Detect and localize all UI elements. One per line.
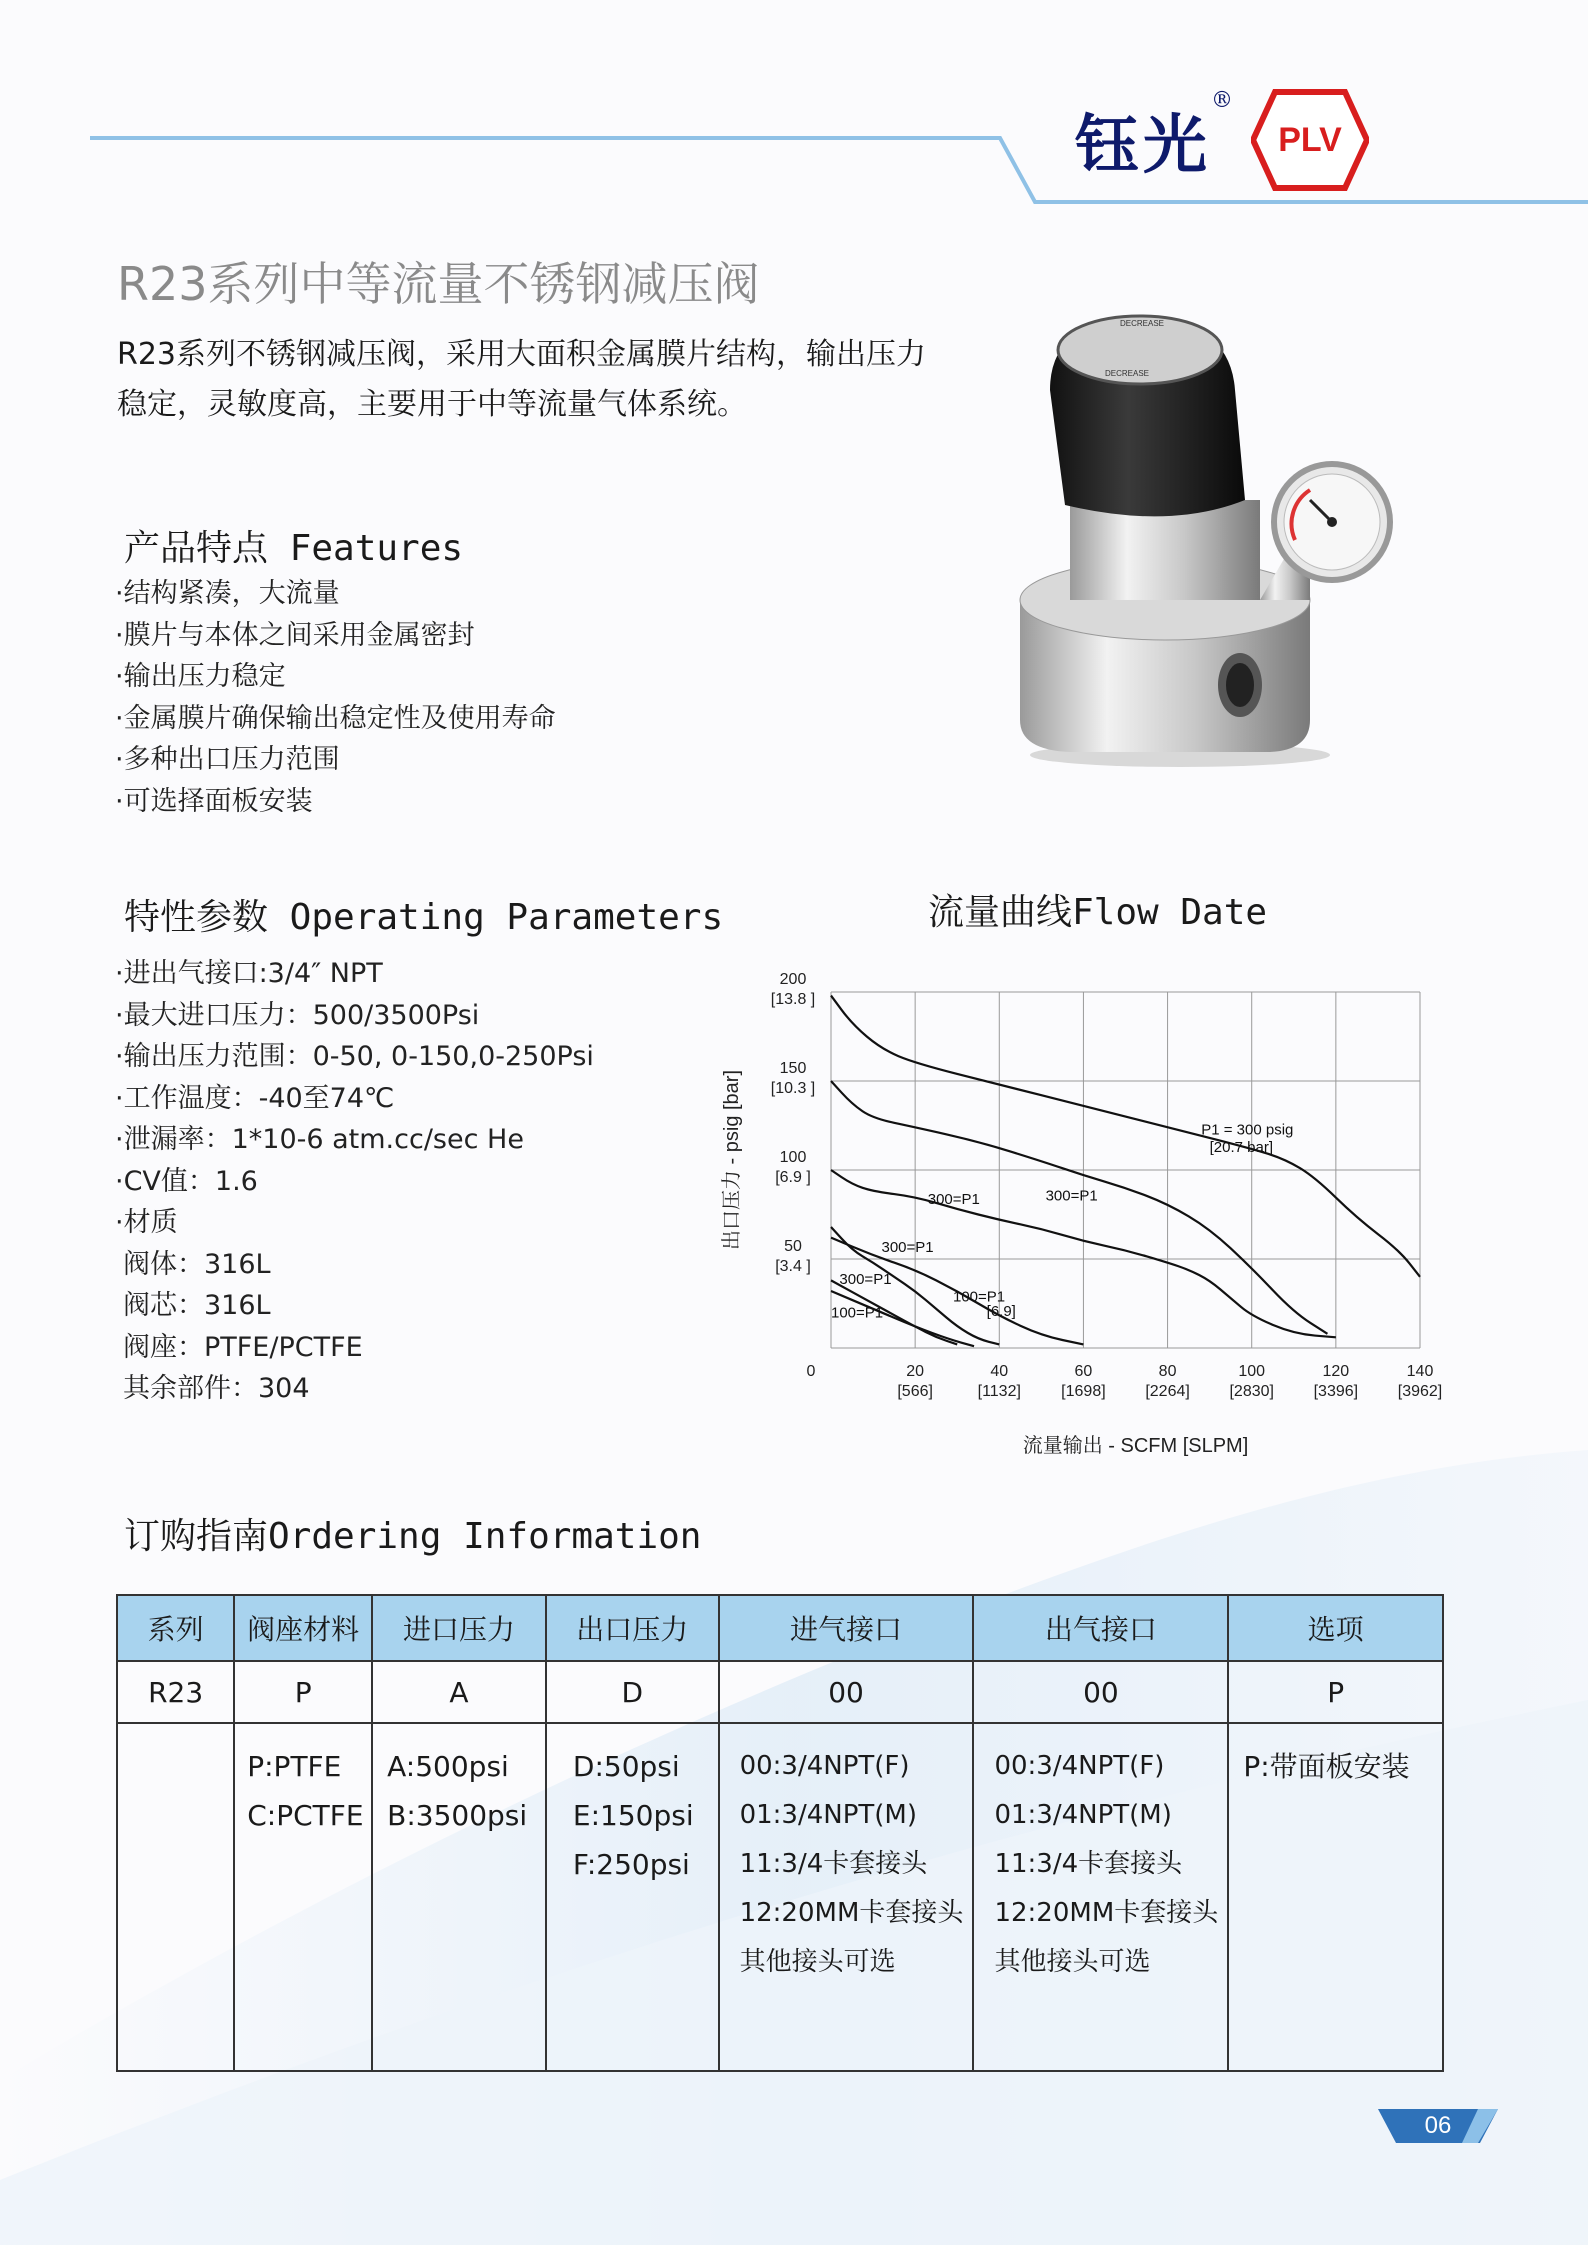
- table-header: 进口压力: [372, 1595, 546, 1661]
- y-tick-label: [13.8 ]: [770, 991, 816, 1008]
- list-item: ·金属膜片确保输出稳定性及使用寿命: [115, 702, 556, 734]
- table-cell: [973, 1723, 1228, 2071]
- table-cell: [546, 1723, 719, 2071]
- x-axis-label: 流量输出 - SCFM [SLPM]: [1022, 1435, 1249, 1457]
- table-cell: [234, 1723, 372, 2071]
- option-item: B:3500psi: [387, 1799, 528, 1832]
- dial-label-bottom: DECREASE: [1105, 369, 1150, 378]
- y-tick-label: 200: [779, 971, 807, 988]
- chart-annotation: 300=P1: [881, 1238, 934, 1256]
- table-cell: 00: [719, 1661, 974, 1723]
- ordering-heading: 订购指南Ordering Information: [124, 1516, 702, 1557]
- table-cell: R23: [117, 1661, 234, 1723]
- y-tick-label: [10.3 ]: [770, 1080, 816, 1097]
- page-number: 06: [1424, 2112, 1452, 2139]
- table-cell: P: [1228, 1661, 1443, 1723]
- option-item: 12:20MM卡套接头: [739, 1898, 964, 1928]
- table-cell: 00: [973, 1661, 1228, 1723]
- list-item: ·材质: [115, 1207, 178, 1238]
- chart-heading: 流量曲线Flow Date: [928, 892, 1268, 933]
- table-cell: D: [546, 1661, 719, 1723]
- option-item: D:50psi: [572, 1750, 680, 1783]
- x-tick-label: [1132]: [977, 1383, 1021, 1400]
- table-header: 系列: [117, 1595, 234, 1661]
- list-item: ·结构紧凑，大流量: [115, 578, 340, 609]
- regulator-product-image: [1010, 300, 1400, 770]
- table-cell: P: [234, 1661, 372, 1723]
- features-list: [115, 573, 556, 822]
- list-item: ·CV值：1.6: [115, 1165, 258, 1197]
- x-tick-label: 120: [1322, 1363, 1350, 1380]
- parameters-list: [115, 953, 594, 1410]
- list-item: ·工作温度：-40至74℃: [115, 1082, 395, 1114]
- option-item: 00:3/4NPT(F): [739, 1751, 910, 1781]
- option-item: 00:3/4NPT(F): [994, 1751, 1165, 1781]
- table-header: 选项: [1228, 1595, 1443, 1661]
- table-cell: [372, 1723, 546, 2071]
- y-tick-label: 150: [779, 1060, 807, 1077]
- option-item: 01:3/4NPT(M): [739, 1800, 917, 1830]
- table-header-row: [117, 1595, 1443, 1661]
- y-tick-label: [6.9 ]: [775, 1169, 811, 1186]
- brand-logo: [1075, 88, 1369, 192]
- x-tick-label: 0: [806, 1363, 816, 1380]
- x-tick-label: [1698]: [1061, 1383, 1106, 1400]
- x-tick-label: 80: [1158, 1363, 1177, 1380]
- chart-annotation: P1 = 300 psig: [1201, 1121, 1294, 1139]
- option-item: 其他接头可选: [994, 1947, 1151, 1977]
- features-heading: 产品特点 Features: [124, 528, 464, 569]
- chart-annotation: 100=P1: [953, 1288, 1006, 1306]
- list-item: 阀座：PTFE/PCTFE: [123, 1331, 363, 1363]
- x-tick-label: [2830]: [1229, 1383, 1274, 1400]
- x-tick-label: 140: [1406, 1363, 1434, 1380]
- table-header: 进气接口: [719, 1595, 974, 1661]
- y-tick-label: 50: [784, 1238, 802, 1255]
- list-item: ·膜片与本体之间采用金属密封: [115, 619, 475, 651]
- flow-chart: [700, 960, 1500, 1480]
- table-cell: [117, 1723, 234, 2071]
- list-item: ·可选择面板安装: [115, 785, 313, 817]
- option-item: P:带面板安装: [1243, 1750, 1410, 1783]
- list-item: ·输出压力稳定: [115, 661, 286, 692]
- table-cell: [1228, 1723, 1443, 2071]
- list-item: ·多种出口压力范围: [115, 744, 340, 775]
- list-item: ·输出压力范围：0-50, 0-150,0-250Psi: [115, 1041, 594, 1072]
- table-cell: A: [372, 1661, 546, 1723]
- x-tick-label: [2264]: [1145, 1383, 1190, 1400]
- table-header: 阀座材料: [234, 1595, 372, 1661]
- x-tick-label: 60: [1074, 1363, 1093, 1380]
- table-row: [117, 1723, 1443, 2071]
- x-tick-label: [3396]: [1313, 1383, 1359, 1400]
- ordering-table: [116, 1594, 1444, 2072]
- chart-annotation: 100=P1: [831, 1304, 884, 1322]
- y-axis-label: 出口压力 - psig [bar]: [721, 1069, 743, 1251]
- table-header: 出口压力: [546, 1595, 719, 1661]
- dial-label-top: DECREASE: [1120, 319, 1165, 328]
- option-item: F:250psi: [572, 1848, 690, 1881]
- list-item: 阀芯：316L: [123, 1290, 271, 1321]
- page-title: R23系列中等流量不锈钢减压阀: [117, 257, 760, 311]
- x-tick-label: [566]: [897, 1383, 933, 1400]
- series-line: [831, 996, 1420, 1277]
- table-row: [117, 1661, 1443, 1723]
- page-number-badge: [1378, 2109, 1498, 2143]
- y-tick-label: 100: [779, 1149, 807, 1166]
- list-item: ·泄漏率：1*10-6 atm.cc/sec He: [115, 1124, 524, 1155]
- chart-annotation: [20.7 bar]: [1209, 1139, 1274, 1157]
- option-item: 11:3/4卡套接头: [739, 1849, 928, 1879]
- list-item: 阀体：316L: [123, 1248, 271, 1280]
- option-item: 其他接头可选: [739, 1947, 896, 1977]
- table-cell: [719, 1723, 974, 2071]
- plv-logo: PLV: [1251, 88, 1369, 192]
- series-line: [831, 1081, 1327, 1334]
- list-item: ·最大进口压力：500/3500Psi: [115, 999, 480, 1031]
- x-tick-label: 40: [990, 1363, 1009, 1380]
- parameters-heading: 特性参数 Operating Parameters: [124, 897, 724, 938]
- intro-text: R23系列不锈钢减压阀，采用大面积金属膜片结构，输出压力稳定，灵敏度高，主要用于中等流量气体系统。: [117, 337, 927, 422]
- option-item: C:PCTFE: [247, 1799, 364, 1832]
- chart-annotation: 300=P1: [1045, 1187, 1098, 1205]
- brand-name: 钰光 ®: [1075, 88, 1237, 183]
- option-item: 11:3/4卡套接头: [994, 1849, 1183, 1879]
- x-tick-label: 100: [1238, 1363, 1266, 1380]
- x-tick-label: [3962]: [1397, 1383, 1443, 1400]
- list-item: 其余部件：304: [123, 1373, 310, 1404]
- option-item: 01:3/4NPT(M): [994, 1800, 1172, 1830]
- chart-annotation: 300=P1: [927, 1190, 980, 1208]
- chart-annotation: [6.9]: [986, 1302, 1016, 1320]
- list-item: ·进出气接口:3/4″ NPT: [115, 958, 383, 989]
- table-header: 出气接口: [973, 1595, 1228, 1661]
- x-tick-label: 20: [906, 1363, 925, 1380]
- option-item: A:500psi: [387, 1750, 509, 1783]
- registered-mark: ®: [1211, 88, 1237, 113]
- option-item: P:PTFE: [247, 1750, 342, 1783]
- y-tick-label: [3.4 ]: [775, 1258, 811, 1275]
- chart-annotation: 300=P1: [839, 1270, 892, 1288]
- option-item: 12:20MM卡套接头: [994, 1898, 1219, 1928]
- option-item: E:150psi: [572, 1799, 694, 1832]
